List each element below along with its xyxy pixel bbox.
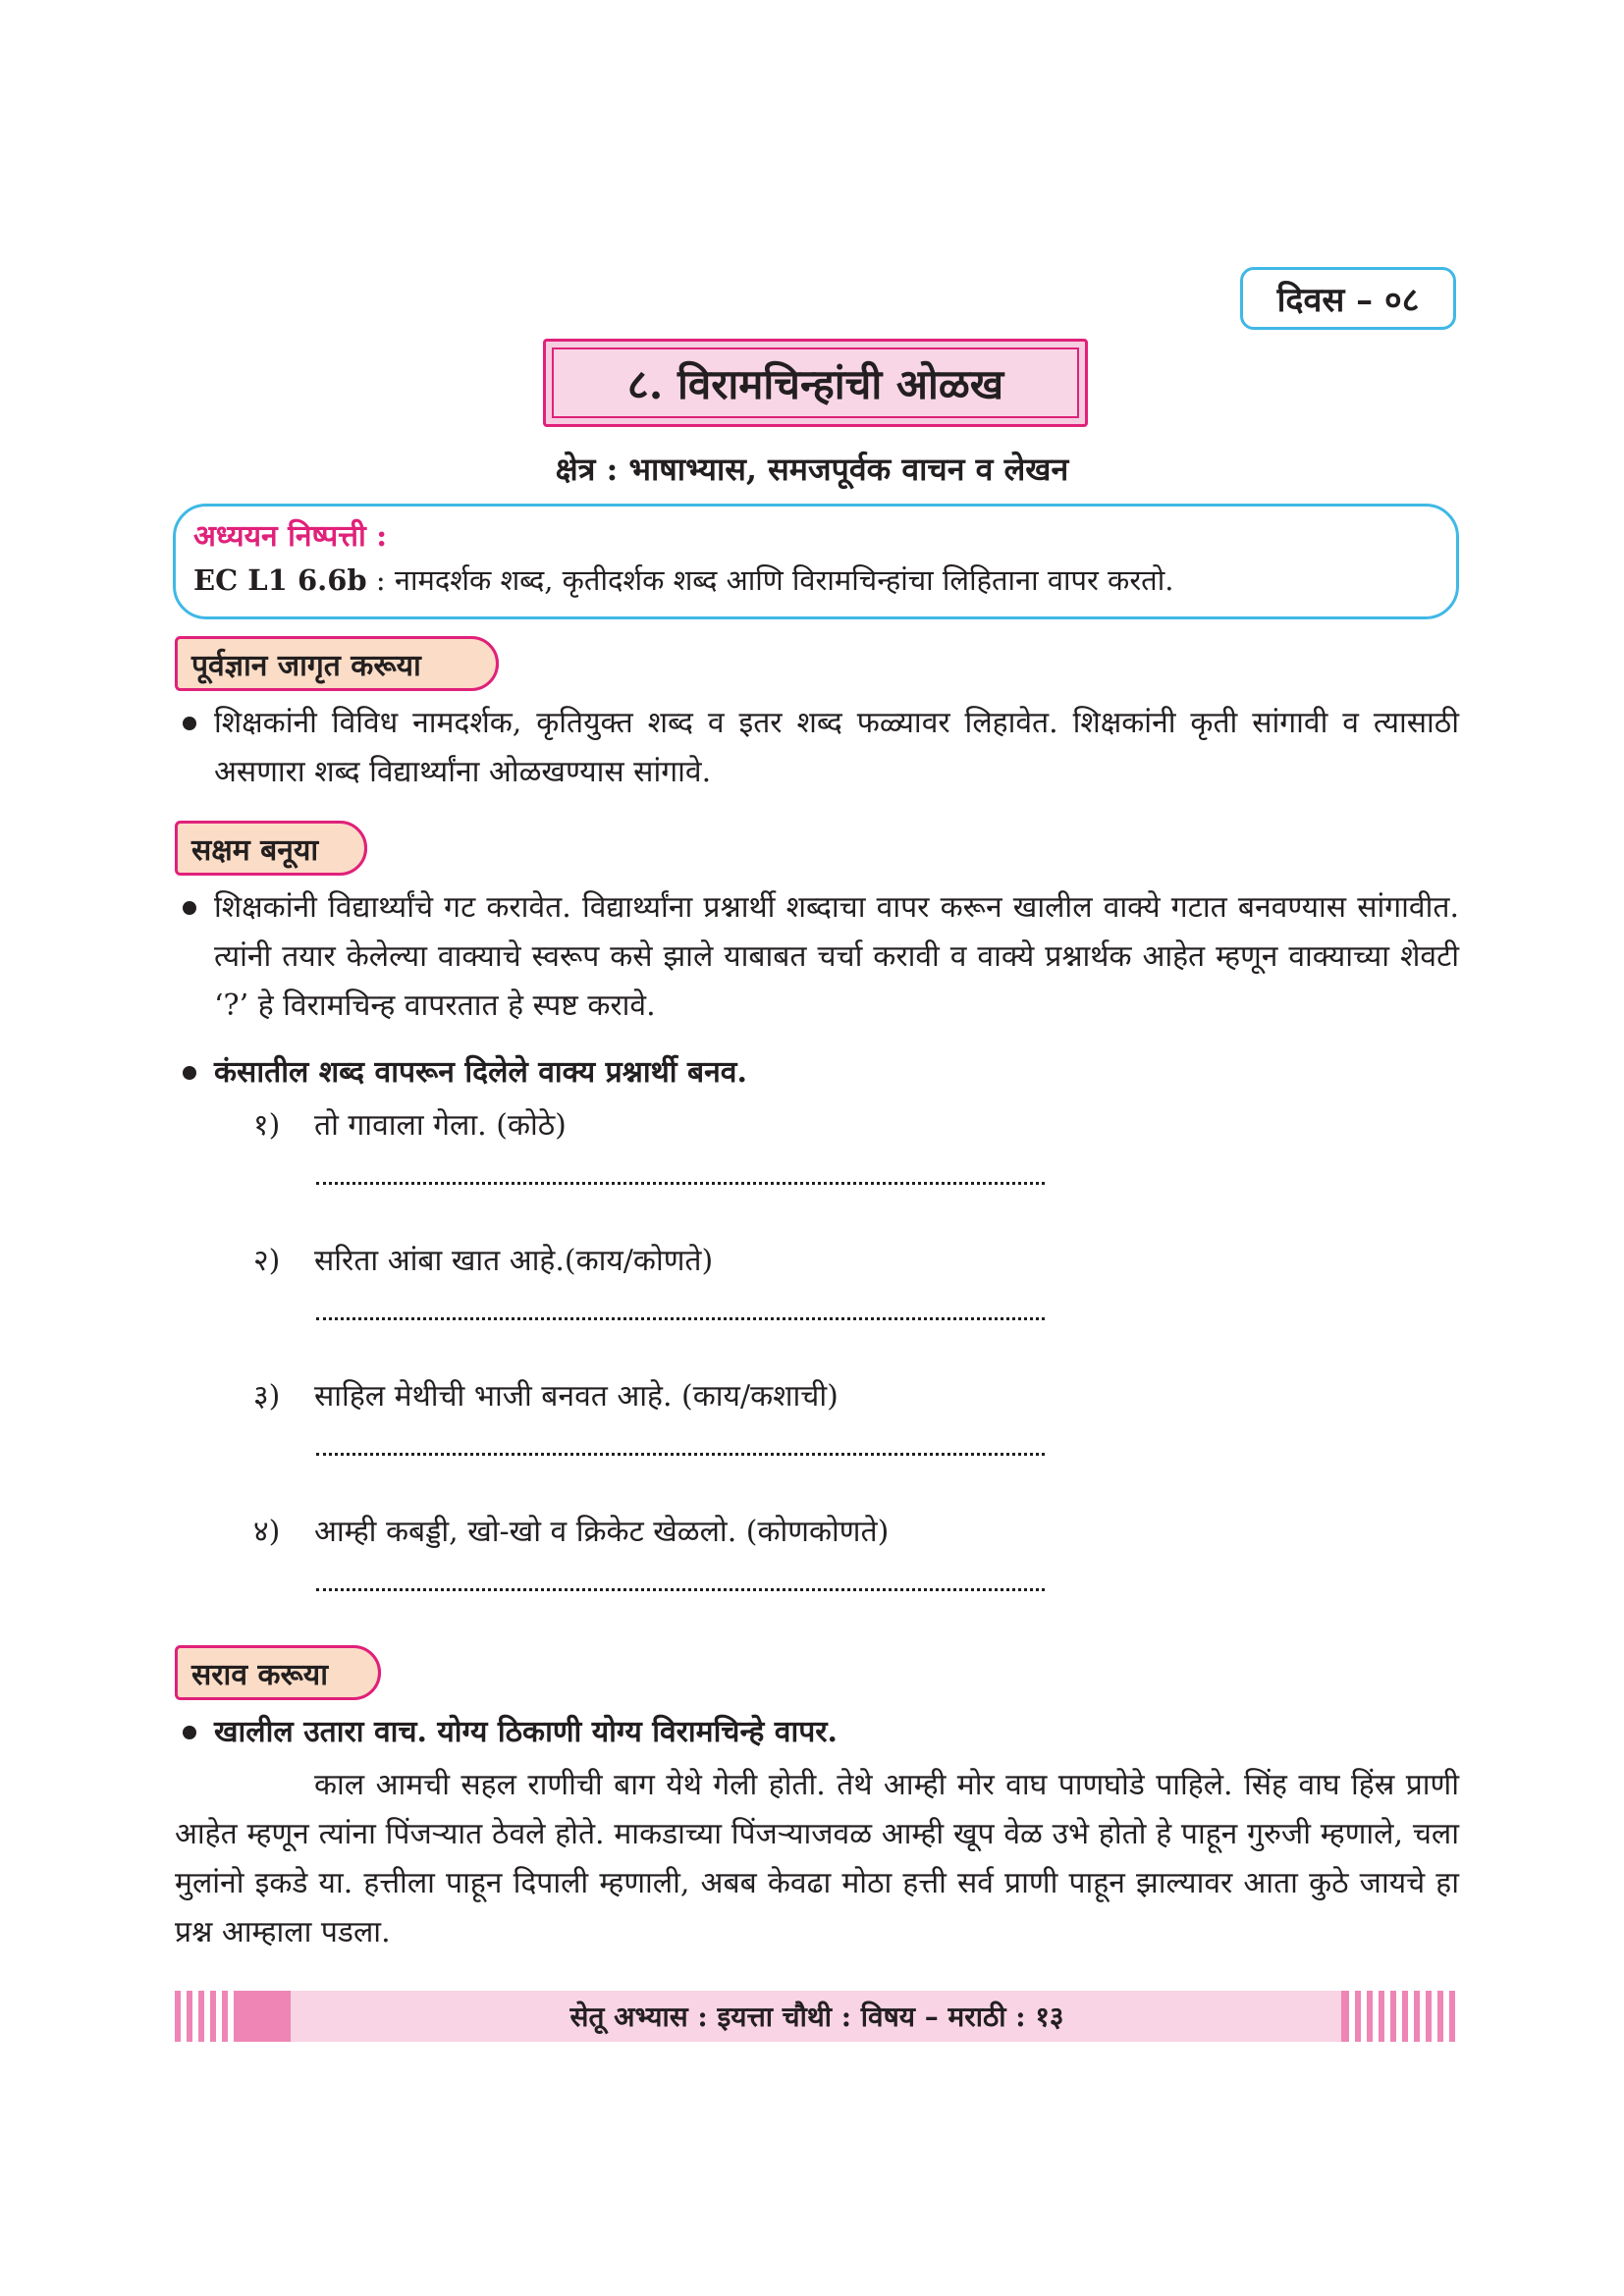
section1-bullet (214, 699, 1459, 797)
section3-task (214, 1708, 838, 1757)
outcome-text (193, 558, 1438, 603)
section2-task (214, 1048, 747, 1097)
question-item (253, 1103, 567, 1148)
footer-block-left (234, 1991, 293, 2042)
outcome-description: : नामदर्शक शब्द, कृतीदर्शक शब्द आणि विरामचिन्हांचा लिहिताना वापर करतो. (366, 563, 1174, 597)
section2-task-text: कंसातील शब्द वापरून दिलेले वाक्य प्रश्नार्थी बनव. (214, 1055, 747, 1090)
answer-line[interactable] (316, 1586, 1045, 1591)
answer-line[interactable] (316, 1315, 1045, 1320)
section-tag-prior-knowledge: पूर्वज्ञान जागृत करूया (175, 636, 499, 691)
section2-bullet (214, 883, 1459, 1031)
outcome-code: EC L1 6.6b (193, 563, 367, 597)
question-text: साहिल मेथीची भाजी बनवत आहे. (काय/कशाची) (314, 1379, 839, 1414)
bullet-icon (183, 1066, 196, 1080)
question-item (253, 1510, 889, 1555)
learning-outcome-box (173, 504, 1459, 619)
lesson-title: ८. विरामचिन्हांची ओळख (552, 347, 1079, 418)
footer-text: सेतू अभ्यास : इयत्ता चौथी : विषय – मराठी : १३ (291, 1991, 1343, 2042)
question-text: सरिता आंबा खात आहे.(काय/कोणते) (314, 1244, 714, 1278)
question-number: १) (253, 1108, 281, 1143)
outcome-heading: अध्ययन निष्पत्ती : (193, 519, 388, 554)
question-item (253, 1239, 713, 1284)
bullet-icon (183, 901, 196, 915)
section3-task-text: खालील उतारा वाच. योग्य ठिकाणी योग्य विरामचिन्हे वापर. (214, 1715, 838, 1749)
section3-passage: काल आमची सहल राणीची बाग येथे गेली होती. तेथे आम्ही मोर वाघ पाणघोडे पाहिले. सिंह वाघ हिंस्र प्राणी आहेत म्हणून त्यांना पिंजऱ्यात ठेवले होते. माकडाच्या पिंजऱ्याजवळ आम्ही खूप वेळ उभे होतो हे पाहून गुरुजी म्हणाले, चला मुलांनो इकडे या. हत्तीला पाहून दिपाली म्हणाली, अबब केवढा मोठा हत्ती सर्व प्राणी पाहून झाल्यावर आता कुठे जायचे हा प्रश्न आम्हाला पडला. (175, 1768, 1459, 1949)
answer-line[interactable] (316, 1180, 1045, 1185)
section1-bullet-text: शिक्षकांनी विविध नामदर्शक, कृतियुक्त शब्द व इतर शब्द फळ्यावर लिहावेत. शिक्षकांनी कृती सांगावी व त्यासाठी असणारा शब्द विद्यार्थ्यांना ओळखण्यास सांगावे. (214, 706, 1459, 789)
question-number: ३) (253, 1379, 281, 1414)
section-tag-become-capable: सक्षम बनूया (175, 821, 367, 876)
question-item (253, 1374, 839, 1419)
question-text: तो गावाला गेला. (कोठे) (314, 1108, 567, 1143)
lesson-title-box (543, 339, 1088, 427)
section2-bullet-text: शिक्षकांनी विद्यार्थ्यांचे गट करावेत. विद्यार्थ्यांना प्रश्नार्थी शब्दाचा वापर करून खालील वाक्ये गटात बनवण्यास सांगावीत. त्यांनी तयार केलेल्या वाक्याचे स्वरूप कसे झाले याबाबत चर्चा करावी व वाक्ये प्रश्नार्थक आहेत म्हणून वाक्याच्या शेवटी ‘?’ हे विरामचिन्ह वापरतात हे स्पष्ट करावे. (214, 890, 1459, 1023)
day-badge: दिवस – ०८ (1240, 267, 1456, 330)
question-number: ४) (253, 1515, 281, 1549)
question-number: २) (253, 1244, 281, 1278)
question-text: आम्ही कबड्डी, खो-खो व क्रिकेट खेळलो. (कोणकोणते) (314, 1515, 890, 1549)
footer-stripe-right (1343, 1991, 1459, 2042)
section-tag-practice: सराव करूया (175, 1645, 381, 1700)
bullet-icon (183, 1726, 196, 1739)
page-footer (175, 1991, 1459, 2042)
answer-line[interactable] (316, 1451, 1045, 1456)
bullet-icon (183, 717, 196, 730)
domain-line: क्षेत्र : भाषाभ्यास, समजपूर्वक वाचन व लेखन (555, 451, 1069, 488)
